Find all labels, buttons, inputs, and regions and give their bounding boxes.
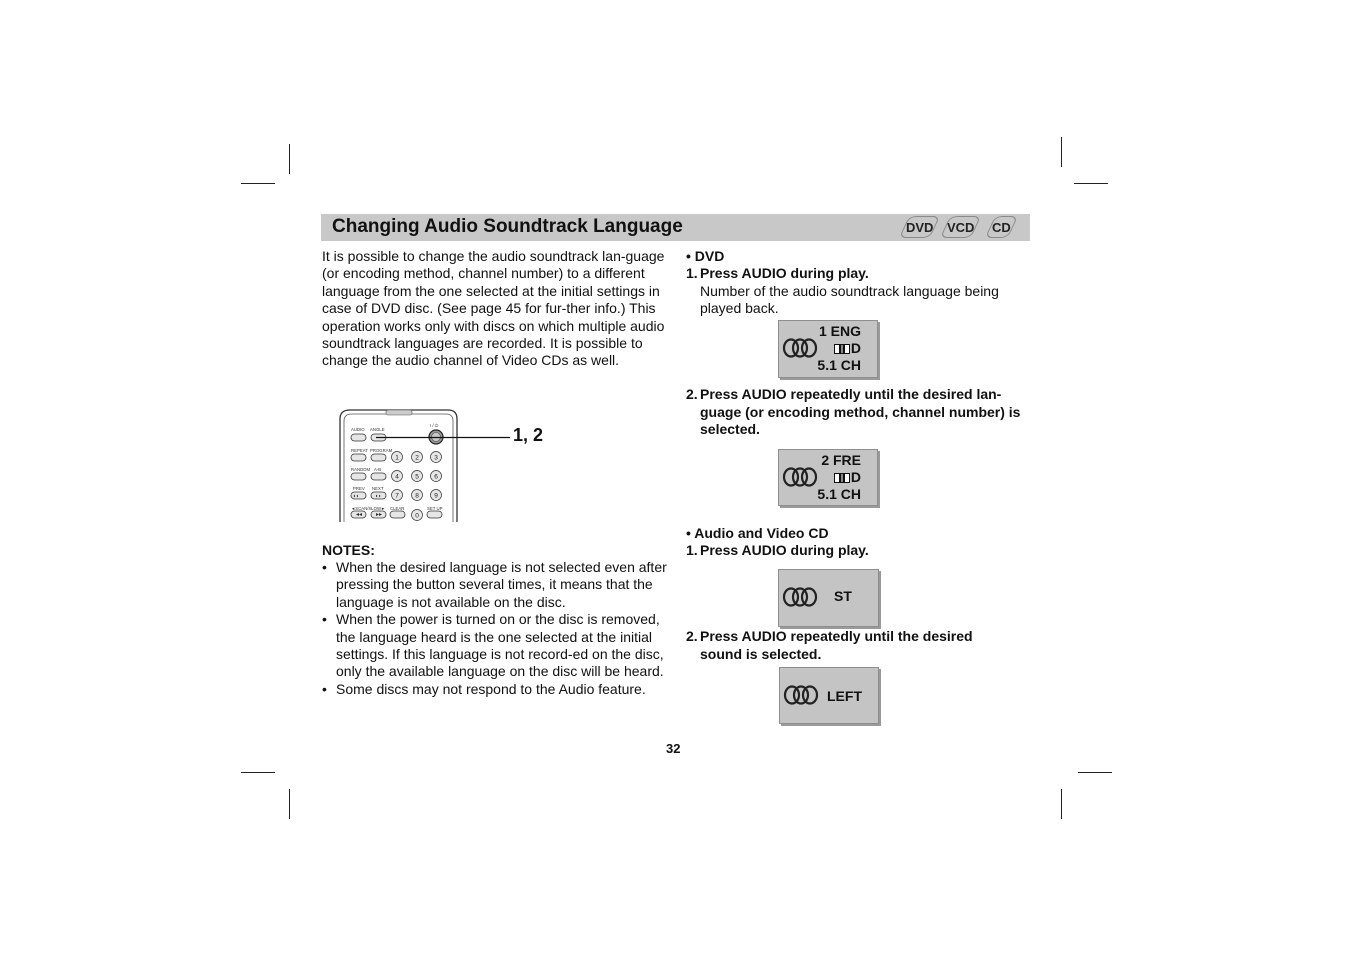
step-instruction: Press AUDIO repeatedly until the desired lan-guage (or encoding method, channel number) is selected. [700,386,1021,438]
angle-label: ANGLE [370,427,385,432]
osd-display-stereo [778,569,879,627]
callout-step-label: 1, 2 [513,425,544,445]
osd-sound-mode: LEFT [827,688,862,704]
crop-mark [1061,137,1062,167]
crop-mark [1078,772,1112,773]
digit-label: 5 [415,473,419,481]
program-button[interactable] [371,454,386,461]
audio-label: AUDIO [351,427,365,432]
digit-label: 9 [434,492,438,500]
crop-mark [1061,789,1062,819]
notes-heading: NOTES: [322,542,375,558]
audio-button[interactable] [351,434,366,441]
callout-line [376,433,512,443]
vcd-badge: VCD [947,220,975,235]
osd-language: 2 FRE [821,452,861,468]
step-instruction: Press AUDIO repeatedly until the desired sound is selected. [700,628,973,662]
power-label: I / ⏻ [430,423,439,428]
step-instruction: Press AUDIO during play. [700,265,869,281]
notes-list [322,559,667,698]
digit-label: 0 [415,512,419,520]
intro-paragraph: It is possible to change the audio soundtrack lan-guage (or encoding method, channel number) to a different language from the one selected at the initial settings in case of DVD disc. (See page 45 for fur-ther info.) This operation works only with discs on which multiple audio soundtrack languages are recorded. It is possible to change the audio channel of Video CDs as well. [322,248,665,369]
cd-step-2 [686,628,1026,663]
osd-display-eng [778,320,878,378]
crop-mark [241,183,275,184]
audio-rings-icon [782,586,820,608]
scan-label: ◄SCAN/SLOW► [351,506,386,511]
repeat-button[interactable] [351,454,366,461]
crop-mark [289,144,290,174]
program-label: PROGRAM [370,448,393,453]
audio-rings-icon [783,684,821,706]
digit-label: 1 [395,454,399,462]
clear-button[interactable] [390,511,405,518]
dvd-badge: DVD [906,220,934,235]
digit-label: 4 [395,473,399,481]
next-label: NEXT [372,486,384,491]
dvd-step-1 [686,265,1026,318]
page-title: Changing Audio Soundtrack Language [332,216,683,237]
digit-label: 6 [434,473,438,481]
cd-step-1 [686,542,1026,560]
ab-button[interactable] [371,473,386,480]
prev-label: PREV [353,486,365,491]
osd-encoding: D [834,340,861,356]
clear-label: CLEAR [390,506,405,511]
cd-heading: • Audio and Video CD [686,525,829,541]
osd-display-fre [778,449,878,506]
setup-label: SET UP [427,506,443,511]
next-button[interactable] [371,492,386,499]
digit-label: 3 [434,454,438,462]
note-item: • Some discs may not respond to the Audio feature. [322,680,646,697]
random-button[interactable] [351,473,366,480]
digit-label: 7 [395,492,399,500]
dolby-icon [834,473,850,483]
page-number: 32 [666,741,681,756]
random-label: RANDOM [351,467,371,472]
crop-mark [1074,183,1108,184]
ab-label: A-B [374,467,382,472]
audio-rings-icon [782,337,820,359]
remote-control-illustration [338,407,460,522]
note-item: • When the power is turned on or the disc is removed, the language heard is the one selected at the initial settings. If this language is not record-ed on the disc, only the available language on the disc will be heard. [322,611,664,680]
osd-encoding: D [834,469,861,485]
osd-language: 1 ENG [818,323,861,339]
osd-sound-mode: ST [834,588,852,604]
note-item: • When the desired language is not selected even after pressing the button several times, it means that the language is not available on the disc. [322,559,667,610]
step-instruction: Press AUDIO during play. [700,542,869,558]
step-number: 1. [686,265,698,281]
cd-badge: CD [992,220,1011,235]
step-number: 2. [686,628,698,644]
dvd-heading: • DVD [686,248,725,264]
repeat-label: REPEAT [351,448,368,453]
crop-mark [289,789,290,819]
osd-channel: 5.1 CH [817,357,861,373]
dvd-step-2 [686,386,1026,439]
step-number: 2. [686,386,698,402]
osd-display-left [779,667,879,724]
prev-button[interactable] [351,492,366,499]
setup-button[interactable] [427,511,442,518]
crop-mark [241,772,275,773]
dolby-icon [834,344,850,354]
digit-label: 8 [415,492,419,500]
step-number: 1. [686,542,698,558]
audio-rings-icon [782,466,820,488]
digit-label: 2 [415,454,419,462]
osd-channel: 5.1 CH [817,486,861,502]
section-title-bar [321,214,1030,241]
step-description: Number of the audio soundtrack language being played back. [700,282,999,317]
